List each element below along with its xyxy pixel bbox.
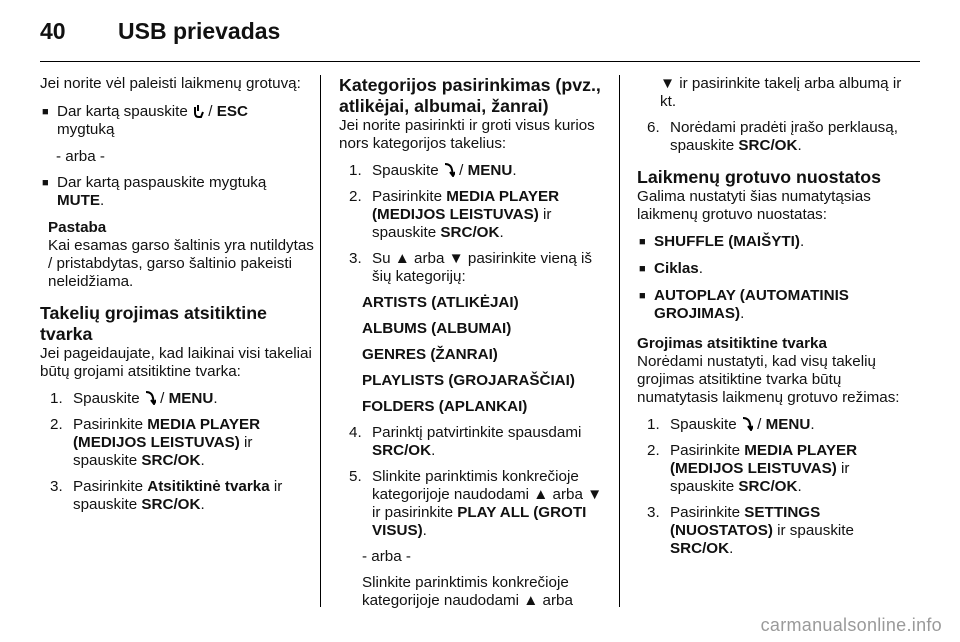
- list-item: ■ Dar kartą paspauskite mygtuką MUTE.: [42, 174, 267, 209]
- step-continuation: Slinkite parinktimis konkrečioje kategorijoje naudodami ▲ arba: [362, 574, 573, 609]
- step-item: 2. Pasirinkite MEDIA PLAYER (MEDIJOS LEISTUVAS) ir spauskite SRC/OK.: [349, 188, 560, 241]
- category-item: ALBUMS (ALBUMAI): [362, 320, 512, 337]
- column-1: [40, 75, 315, 522]
- list-item: ■ SHUFFLE (MAIŠYTI).: [639, 233, 805, 250]
- section-title: Laikmenų grotuvo nuostatos: [637, 167, 882, 187]
- step-item: 2. Pasirinkite MEDIA PLAYER (MEDIJOS LEISTUVAS) ir spauskite SRC/OK.: [647, 442, 858, 495]
- category-item: GENRES (ŽANRAI): [362, 346, 498, 363]
- square-bullet-icon: ■: [42, 106, 49, 118]
- category-item: FOLDERS (APLANKAI): [362, 398, 528, 415]
- list-item: ■ Ciklas.: [639, 260, 703, 277]
- category-item: ARTISTS (ATLIKĖJAI): [362, 294, 519, 311]
- column-divider-2: [619, 75, 620, 607]
- note-title: Pastaba: [48, 219, 107, 236]
- step-item: 2. Pasirinkite MEDIA PLAYER (MEDIJOS LEISTUVAS) ir spauskite SRC/OK.: [50, 416, 261, 469]
- step-item: 1. Spauskite / MENU.: [349, 162, 517, 179]
- hand-stop-icon: [192, 104, 204, 118]
- step-item: 5. Slinkite parinktimis konkrečioje kategorijoje naudodami ▲ arba ▼ ir pasirinkite PLAY ALL (GROTI VISUS).: [349, 468, 603, 539]
- subsection-title: Grojimas atsitiktine tvarka: [637, 335, 827, 352]
- column-3: [637, 75, 917, 566]
- step-item: 3. Pasirinkite Atsitiktinė tvarka ir spauskite SRC/OK.: [50, 478, 283, 513]
- section-title: Kategorijos pasirinkimas (pvz., atlikėjai, albumai, žanrai): [339, 75, 601, 116]
- page-title: USB prievadas: [118, 18, 281, 44]
- step-continuation: ▼ ir pasirinkite takelį arba albumą ir kt.: [660, 75, 902, 110]
- back-arrow-icon: [144, 391, 156, 405]
- or-text: - arba -: [56, 148, 105, 165]
- step-item: 3. Pasirinkite SETTINGS (NUOSTATOS) ir spauskite SRC/OK.: [647, 504, 854, 557]
- intro-text: Jei norite vėl paleisti laikmenų grotuvą:: [40, 75, 301, 92]
- square-bullet-icon: ■: [42, 177, 49, 189]
- note-text: Kai esamas garso šaltinis yra nutildytas / pristabdytas, garso šaltinio pakeisti neleidžiama.: [48, 237, 314, 290]
- step-item: 1. Spauskite / MENU.: [50, 390, 218, 407]
- watermark: carmanualsonline.info: [760, 615, 942, 635]
- back-arrow-icon: [443, 163, 455, 177]
- section-intro: Galima nustatyti šias numatytąsias laikmenų grotuvo nuostatas:: [637, 188, 871, 223]
- section-intro: Jei norite pasirinkti ir groti visus kurios nors kategorijos takelius:: [339, 117, 595, 152]
- section-intro: Jei pageidaujate, kad laikinai visi takeliai būtų grojami atsitiktine tvarka:: [40, 345, 312, 380]
- or-text: - arba -: [362, 548, 411, 565]
- page-number: 40: [40, 18, 66, 44]
- step-item: 6. Norėdami pradėti įrašo perklausą, spauskite SRC/OK.: [647, 119, 898, 154]
- square-bullet-icon: ■: [639, 263, 646, 275]
- list-item: ■ Dar kartą spauskite / ESC mygtuką: [42, 103, 248, 138]
- square-bullet-icon: ■: [639, 236, 646, 248]
- step-item: 3. Su ▲ arba ▼ pasirinkite vieną iš šių kategorijų:: [349, 250, 593, 285]
- column-divider-1: [320, 75, 321, 607]
- square-bullet-icon: ■: [639, 290, 646, 302]
- subsection-intro: Norėdami nustatyti, kad visų takelių grojimas atsitiktine tvarka būtų numatytasis laikmenų grotuvo režimas:: [637, 353, 900, 406]
- back-arrow-icon: [741, 417, 753, 431]
- step-item: 1. Spauskite / MENU.: [647, 416, 815, 433]
- step-item: 4. Parinktį patvirtinkite spausdami SRC/OK.: [349, 424, 582, 459]
- column-2: [339, 75, 609, 618]
- section-title: Takelių grojimas atsitiktine tvarka: [40, 303, 267, 344]
- category-item: PLAYLISTS (GROJARAŠČIAI): [362, 372, 575, 389]
- list-item: ■ AUTOPLAY (AUTOMATINIS GROJIMAS).: [639, 287, 849, 322]
- header-rule: [40, 61, 920, 62]
